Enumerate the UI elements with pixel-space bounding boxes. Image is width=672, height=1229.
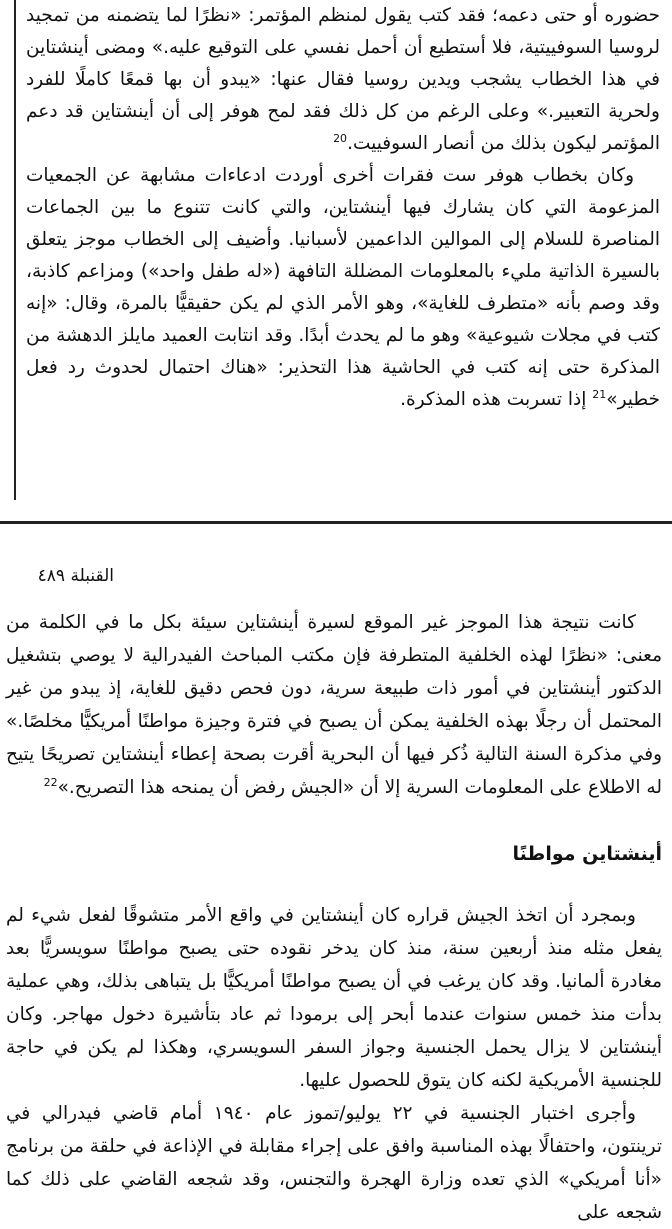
paragraph: وبمجرد أن اتخذ الجيش قراره كان أينشتاين في واقع الأمر متشوقًا لفعل شيء لم يفعل مثله منذ أربعين سنة، منذ كان يدخر نقوده حتى يصبح مواطنًا سويسريًّا بعد مغادرة ألمانيا. وقد كان يرغب في أن يصبح مواطنًا أمريكيًّا بل يتباهى بذلك، وهي عملية بدأت منذ خمس سنوات عندما أبحر إلى برمودا ثم عاد بتأشيرة دخول مهاجر. وكان أينشتاين لا يزال يحمل الجنسية وجواز السفر السويسري، وهكذا لم يكن في حاجة للجنسية الأمريكية لكنه كان يتوق للحصول عليها.	[6, 905, 662, 1091]
footnote-marker[interactable]: 22	[43, 775, 58, 789]
paragraph	[26, 0, 660, 160]
running-header-title: القنبلة	[70, 566, 114, 586]
page-number: ٤٨٩	[37, 566, 66, 586]
paragraph	[6, 606, 662, 804]
paragraph-text: إذا تسربت هذه المذكرة.	[400, 389, 593, 410]
top-page	[0, 0, 672, 523]
footnote-marker[interactable]: 21	[592, 387, 607, 401]
margin-rule	[14, 0, 16, 500]
footnote-marker[interactable]: 20	[333, 131, 348, 145]
running-header	[26, 566, 114, 586]
top-page-text	[26, 0, 660, 416]
section-heading: أينشتاين مواطنًا	[512, 843, 662, 865]
paragraph-text: كانت نتيجة هذا الموجز غير الموقع لسيرة أينشتاين سيئة بكل ما في الكلمة من معنى: «نظرًا لهذه الخلفية المتطرفة فإن مكتب المباحث الفيدرالية لا يوصي بتشغيل الدكتور أينشتاين في أمور ذات طبيعة سرية، دون فحص دقيق للغاية، إذ يبدو من غير المحتمل أن رجلًا بهذه الخلفية يمكن أن يصبح في فترة وجيزة مواطنًا أمريكيًّا مخلصًا.» وفي مذكرة السنة التالية ذُكر فيها أن البحرية أقرت بصحة إعطاء أينشتاين تصريحًا يتيح له الاطلاع على المعلومات السرية إلا أن «الجيش رفض أن يمنحه هذا التصريح.»	[6, 612, 662, 798]
paragraph-text: حضوره أو حتى دعمه؛ فقد كتب يقول لمنظم المؤتمر: «نظرًا لما يتضمنه من تمجيد لروسيا السوفييتية، فلا أستطيع أن أحمل نفسي على التوقيع عليه.» ومضى أينشتاين في هذا الخطاب يشجب ويدين روسيا فقال عنها: «يبدو أن بها قمعًا كاملًا للفرد ولحرية التعبير.» وعلى الرغم من كل ذلك فقد لمح هوفر إلى أن أينشتاين قد دعم المؤتمر ليكون بذلك من أنصار السوفييت.	[26, 5, 660, 154]
paragraph	[26, 160, 660, 416]
paragraph: وأجرى اختبار الجنسية في ٢٢ يوليو/تموز عام ١٩٤٠ أمام قاضي فيدرالي في ترينتون، واحتفالًا بهذه المناسبة وافق على إجراء مقابلة في الإذاعة في حلقة من برنامج «أنا أمريكي» الذي تعده وزارة الهجرة والتجنس، وقد شجعه القاضي على ذلك كما شجعه على	[6, 1103, 662, 1223]
bottom-page	[0, 524, 672, 1223]
bottom-page-text	[6, 606, 662, 1229]
paragraph-text: وكان بخطاب هوفر ست فقرات أخرى أوردت ادعاءات مشابهة عن الجمعيات المزعومة التي كان يشارك فيها أينشتاين، والتي كانت تتنوع ما بين الجماعات المناصرة للسلام إلى الموالين الداعمين لأسبانيا. وأضيف إلى الخطاب موجز يتعلق بالسيرة الذاتية مليء بالمعلومات المضللة التافهة («له طفل واحد») ومزاعم كاذبة، وقد وصم بأنه «متطرف للغاية»، وهو الأمر الذي لم يكن حقيقيًّا بالمرة، وقال: «إنه كتب في مجلات شيوعية» وهو ما لم يحدث أبدًا. وقد انتابت العميد مايلز الدهشة من المذكرة حتى إنه كتب في الحاشية هذا التحذير: «هناك احتمال لحدوث رد فعل خطير»	[26, 165, 660, 410]
